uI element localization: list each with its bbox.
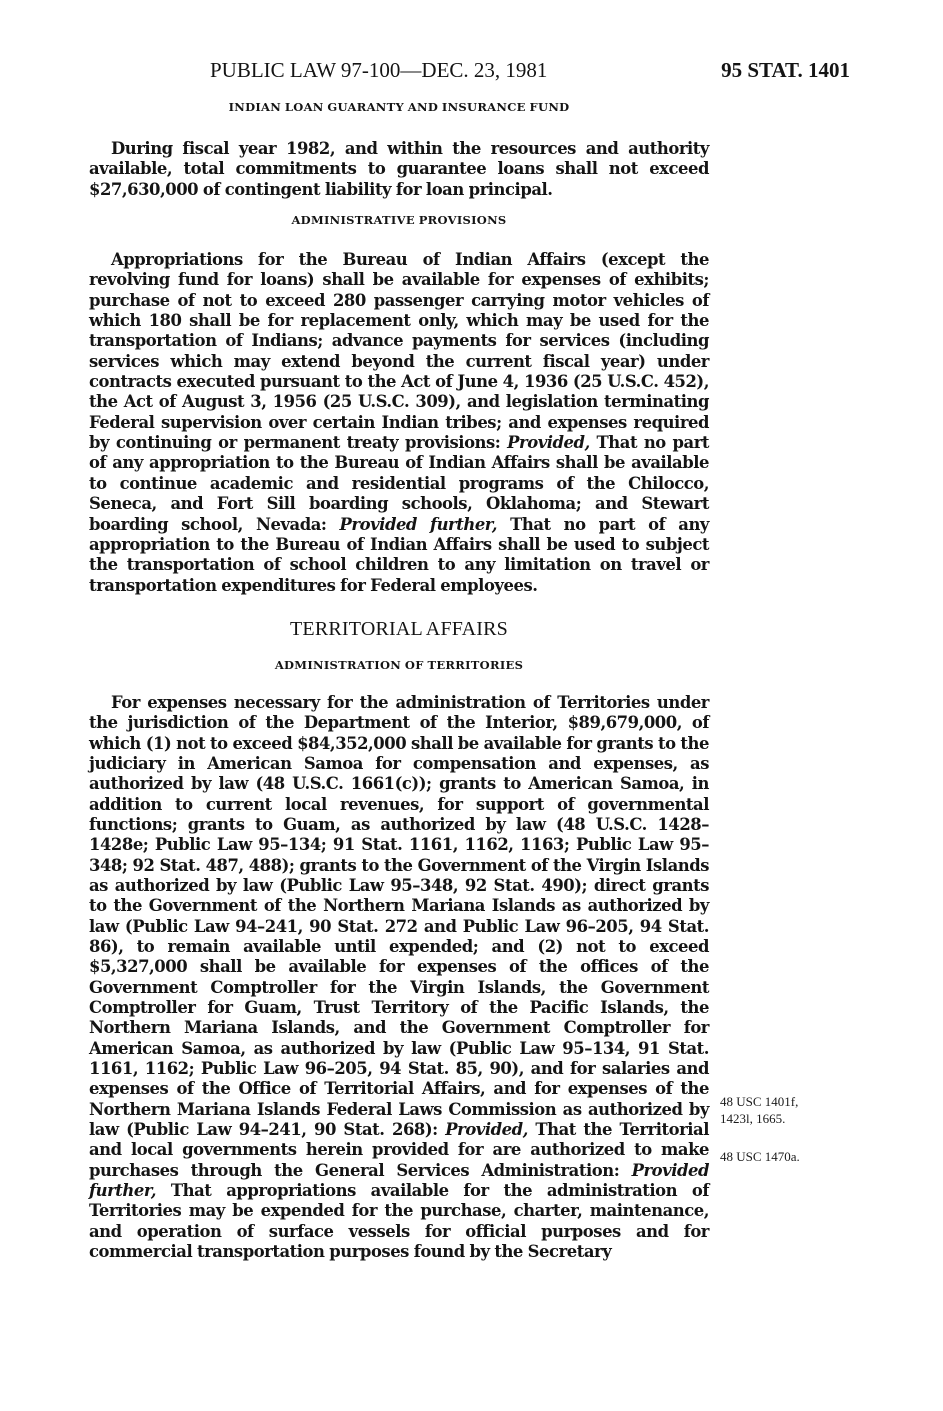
terr-text-3: That appropriations available for the administration of Territories may be expended for the purchase, charter, maintenance, and operation of surface vessels for official purposes and for commercial transportation purposes found by the Secretary xyxy=(89,1181,709,1262)
section-heading-indian-loan-fund: INDIAN LOAN GUARANTY AND INSURANCE FUND xyxy=(228,100,570,114)
major-heading-territorial-affairs: TERRITORIAL AFFAIRS xyxy=(290,617,508,640)
terr-text-2: That the Territorial and local governments herein provided for are authorized to make purchases through the General Services Administration: xyxy=(89,1120,709,1180)
margin-note-line: 48 USC 1401f, xyxy=(720,1094,799,1109)
admin-text-3: That no part of any appropriation to the Bureau of Indian Affairs shall be used to subject the transportation of school children to any limitation on travel or transportation expenditures for Federal employees. xyxy=(89,514,709,595)
admin-proviso-2: Provided further, xyxy=(339,514,498,534)
public-law-citation: PUBLIC LAW 97-100—DEC. 23, 1981 xyxy=(210,58,548,82)
paragraph-indian-loan-fund: During fiscal year 1982, and within the resources and authority available, total commitments to guarantee loans shall not exceed $27,630,000 of contingent liability for loan principal. xyxy=(89,139,709,199)
terr-proviso-2: Provided further, xyxy=(89,1160,709,1201)
terr-proviso-1: Provided, xyxy=(445,1120,528,1140)
body-column xyxy=(89,100,709,1263)
admin-text-1: Appropriations for the Bureau of Indian Affairs (except the revolving fund for loans) shall be available for expenses of exhibits; purchase of not to exceed 280 passenger carrying motor vehicles of which 180 shall be for replacement only, which may be used for the transportation of Indians; advance payments for services (including services which may extend beyond the current fiscal year) under contracts executed pursuant to the Act of June 4, 1936 (25 U.S.C. 452), the Act of August 3, 1956 (25 U.S.C. 309), and legislation terminating Federal supervision over certain Indian tribes; and expenses required by continuing or permanent treaty provisions: xyxy=(89,250,709,453)
terr-text-1: For expenses necessary for the administration of Territories under the jurisdiction of the Department of the Interior, $89,679,000, of which (1) not to exceed $84,352,000 shall be available for grants to the judiciary in American Samoa for compensation and expenses, as authorized by law (48 U.S.C. 1661(c)); grants to American Samoa, in addition to current local revenues, for support of governmental functions; grants to Guam, as authorized by law (48 U.S.C. 1428–1428e; Public Law 95–134; 91 Stat. 1161, 1162, 1163; Public Law 95–348; 92 Stat. 487, 488); grants to the Government of the Virgin Islands as authorized by law (Public Law 95–348, 92 Stat. 490); direct grants to the Government of the Northern Mariana Islands as authorized by law (Public Law 94–241, 90 Stat. 272 and Public Law 96–205, 94 Stat. 86), to remain available until expended; and (2) not to exceed $5,327,000 shall be available for expenses of the offices of the Government Comptroller for the Virgin Islands, the Government Comptroller for Guam, Trust Territory of the Pacific Islands, the Northern Mariana Islands, and the Government Comptroller for American Samoa, as authorized by law (Public Law 95–134, 91 Stat. 1161, 1162; Public Law 96–205, 94 Stat. 85, 90), and for salaries and expenses of the Office of Territorial Affairs, and for expenses of the Northern Mariana Islands Federal Laws Commission as authorized by law (Public Law 94–241, 90 Stat. 268): xyxy=(89,692,709,1140)
paragraph-administration-of-territories xyxy=(89,693,709,1263)
section-heading-administrative-provisions: ADMINISTRATIVE PROVISIONS xyxy=(291,213,507,228)
paragraph-administrative-provisions xyxy=(89,250,709,596)
admin-proviso-1: Provided, xyxy=(507,433,590,453)
margin-note-line: 1423l, 1665. xyxy=(720,1111,786,1126)
margin-note-line: 48 USC 1470a. xyxy=(720,1149,800,1164)
statute-page-number: 95 STAT. 1401 xyxy=(721,58,850,82)
margin-note-usc-1401f xyxy=(720,1093,850,1127)
section-heading-administration-of-territories: ADMINISTRATION OF TERRITORIES xyxy=(274,657,524,672)
admin-text-2: That no part of any appropriation to the Bureau of Indian Affairs shall be available to continue academic and residential programs of the Chilocco, Seneca, and Fort Sill boarding schools, Oklahoma; and Stewart boarding school, Nevada: xyxy=(89,433,710,534)
margin-note-usc-1470a xyxy=(720,1148,850,1165)
